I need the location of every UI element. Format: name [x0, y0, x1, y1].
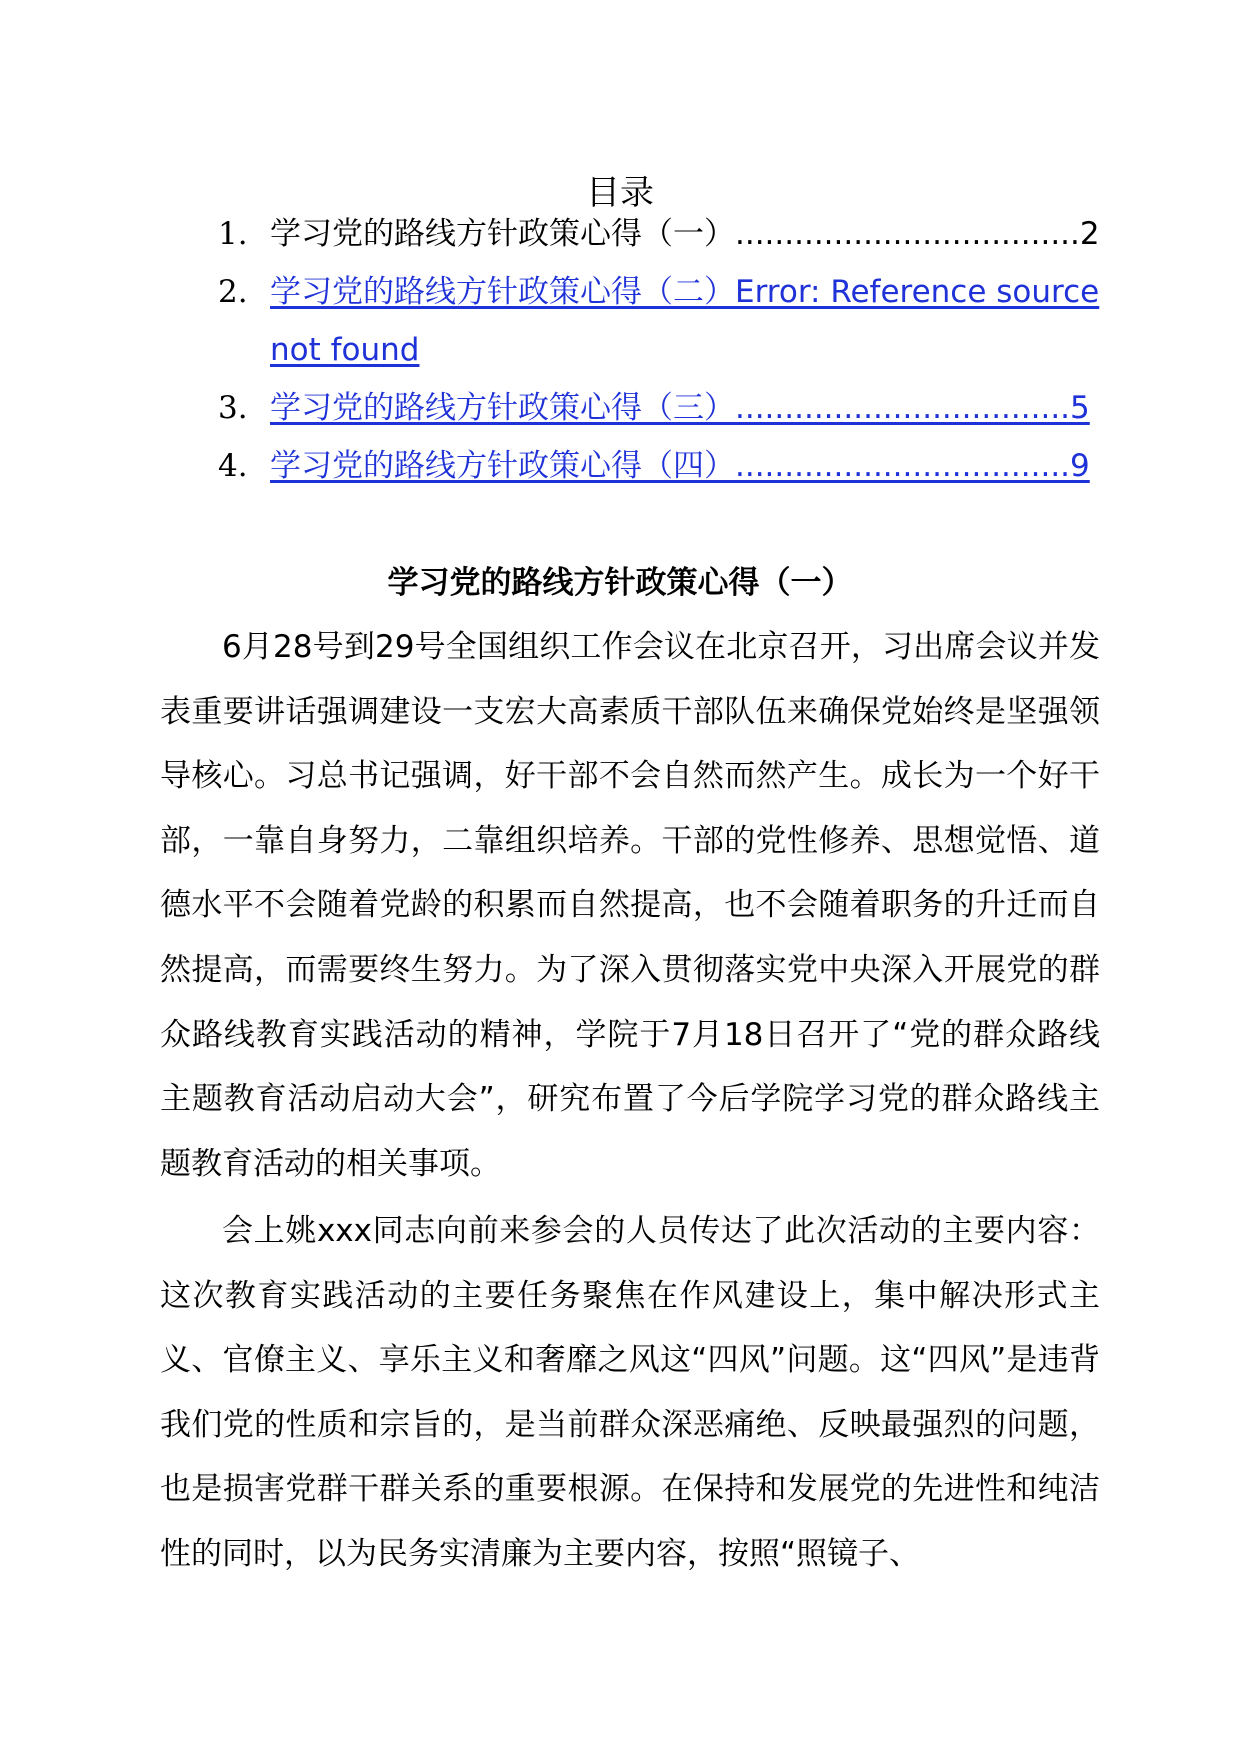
toc-entry-number: 1. [218, 216, 248, 252]
toc-entry[interactable] [218, 202, 1100, 266]
toc-entry-continuation[interactable] [270, 318, 419, 382]
body-paragraph: 会上姚xxx同志向前来参会的人员传达了此次活动的主要内容：这次教育实践活动的主要任务聚焦在作风建设上，集中解决形式主义、官僚主义、享乐主义和奢靡之风这“四风”问题。这“四风”是违背我们党的性质和宗旨的，是当前群众深恶痛绝、反映最强烈的问题，也是损害党群干群关系的重要根源。在保持和发展党的先进性和纯洁性的同时，以为民务实清廉为主要内容，按照“照镜子、 [160, 1213, 1100, 1572]
section-title: 学习党的路线方针政策心得（一） [387, 565, 853, 601]
toc-entry-number: 4. [218, 448, 248, 484]
toc-entry[interactable] [218, 376, 1090, 440]
toc-title: 目录 [586, 173, 654, 213]
toc-entry-link[interactable]: 学习党的路线方针政策心得（三）..................................5 [270, 390, 1090, 426]
toc-entry[interactable] [218, 434, 1090, 498]
toc-entry-number: 2. [218, 274, 248, 310]
toc-entry-link-continuation[interactable]: not found [270, 332, 420, 368]
toc-entry-number: 3. [218, 390, 248, 426]
body-paragraph: 6月28号到29号全国组织工作会议在北京召开，习出席会议并发表重要讲话强调建设一支宏大高素质干部队伍来确保党始终是坚强领导核心。习总书记强调，好干部不会自然而然产生。成长为一个好干部，一靠自身努力，二靠组织培养。干部的党性修养、思想觉悟、道德水平不会随着党龄的积累而自然提高，也不会随着职务的升迁而自然提高，而需要终生努力。为了深入贯彻落实党中央深入开展党的群众路线教育实践活动的精神，学院于7月18日召开了“党的群众路线主题教育活动启动大会”，研究布置了今后学院学习党的群众路线主题教育活动的相关事项。 [160, 629, 1100, 1182]
toc-entry-link[interactable]: 学习党的路线方针政策心得（四）..................................9 [270, 448, 1090, 484]
toc-entry-link[interactable]: 学习党的路线方针政策心得（一）...................................2 [270, 216, 1100, 252]
toc-entry[interactable] [218, 260, 1099, 324]
toc-entry-link[interactable]: 学习党的路线方针政策心得（二）Error: Reference source [270, 274, 1100, 310]
